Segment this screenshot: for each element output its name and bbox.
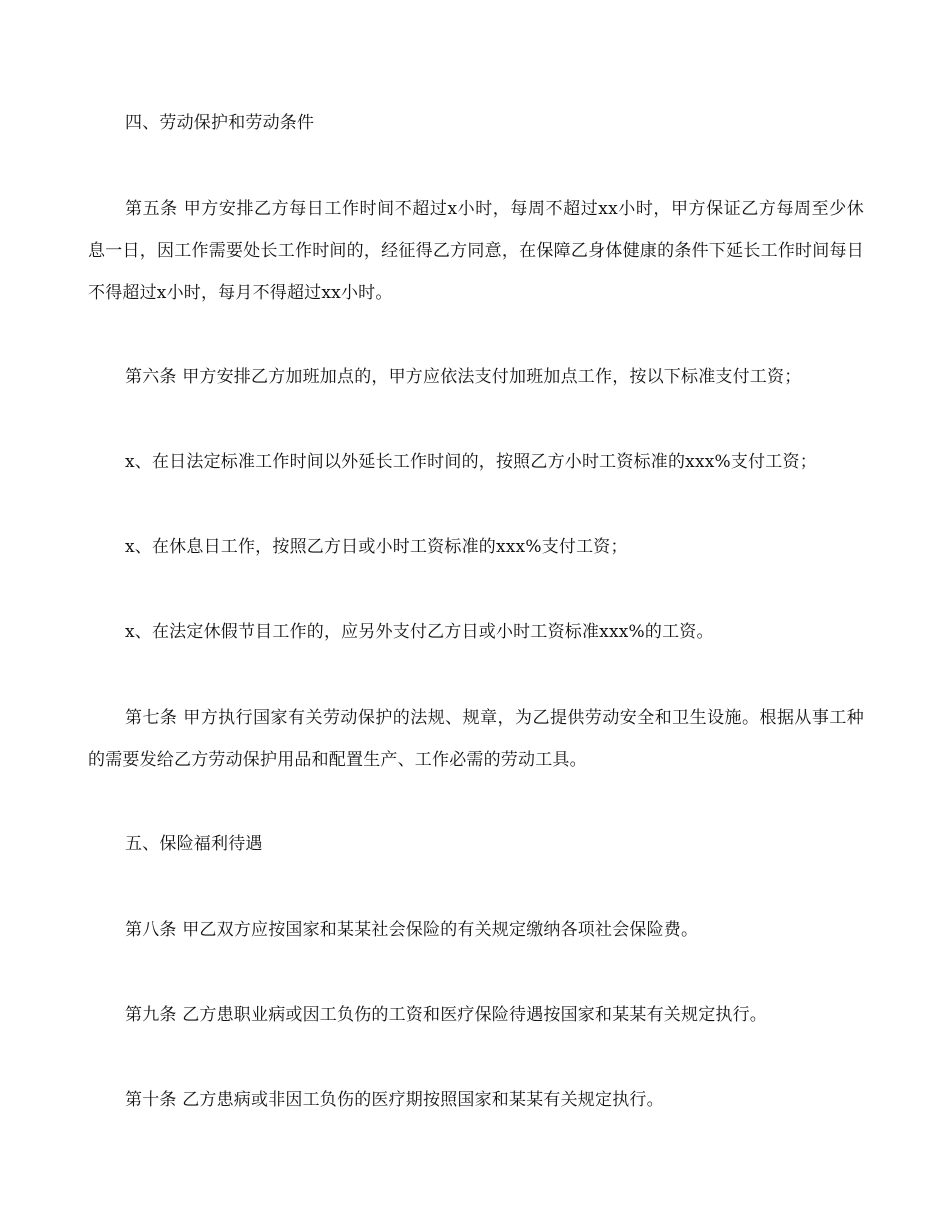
article-8: 第八条 甲乙双方应按国家和某某社会保险的有关规定缴纳各项社会保险费。 — [125, 920, 699, 940]
article-6: 第六条 甲方安排乙方加班加点的，甲方应依法支付加班加点工作，按以下标准支付工资； — [125, 367, 802, 387]
article-6-item-3: x、在法定休假节目工作的，应另外支付乙方日或小时工资标准xxx%的工资。 — [125, 622, 714, 642]
article-6-item-1: x、在日法定标准工作时间以外延长工作时间的，按照乙方小时工资标准的xxx%支付工资； — [125, 452, 817, 472]
section-5-heading: 五、保险福利待遇 — [125, 834, 263, 854]
article-9: 第九条 乙方患职业病或因工负伤的工资和医疗保险待遇按国家和某某有关规定执行。 — [125, 1005, 768, 1025]
article-7: 第七条 甲方执行国家有关劳动保护的法规、规章，为乙提供劳动安全和卫生设施。根据从事工种的需要发给乙方劳动保护用品和配置生产、工作必需的劳动工具。 — [88, 708, 864, 770]
article-10: 第十条 乙方患病或非因工负伤的医疗期按照国家和某某有关规定执行。 — [125, 1090, 664, 1110]
article-5: 第五条 甲方安排乙方每日工作时间不超过x小时，每周不超过xx小时，甲方保证乙方每周至少休息一日，因工作需要处长工作时间的，经征得乙方同意，在保障乙身体健康的条件下延长工作时间每日不得超过x小时，每月不得超过xx小时。 — [88, 199, 864, 303]
section-4-heading: 四、劳动保护和劳动条件 — [125, 113, 315, 133]
article-6-item-2: x、在休息日工作，按照乙方日或小时工资标准的xxx%支付工资； — [125, 537, 628, 557]
